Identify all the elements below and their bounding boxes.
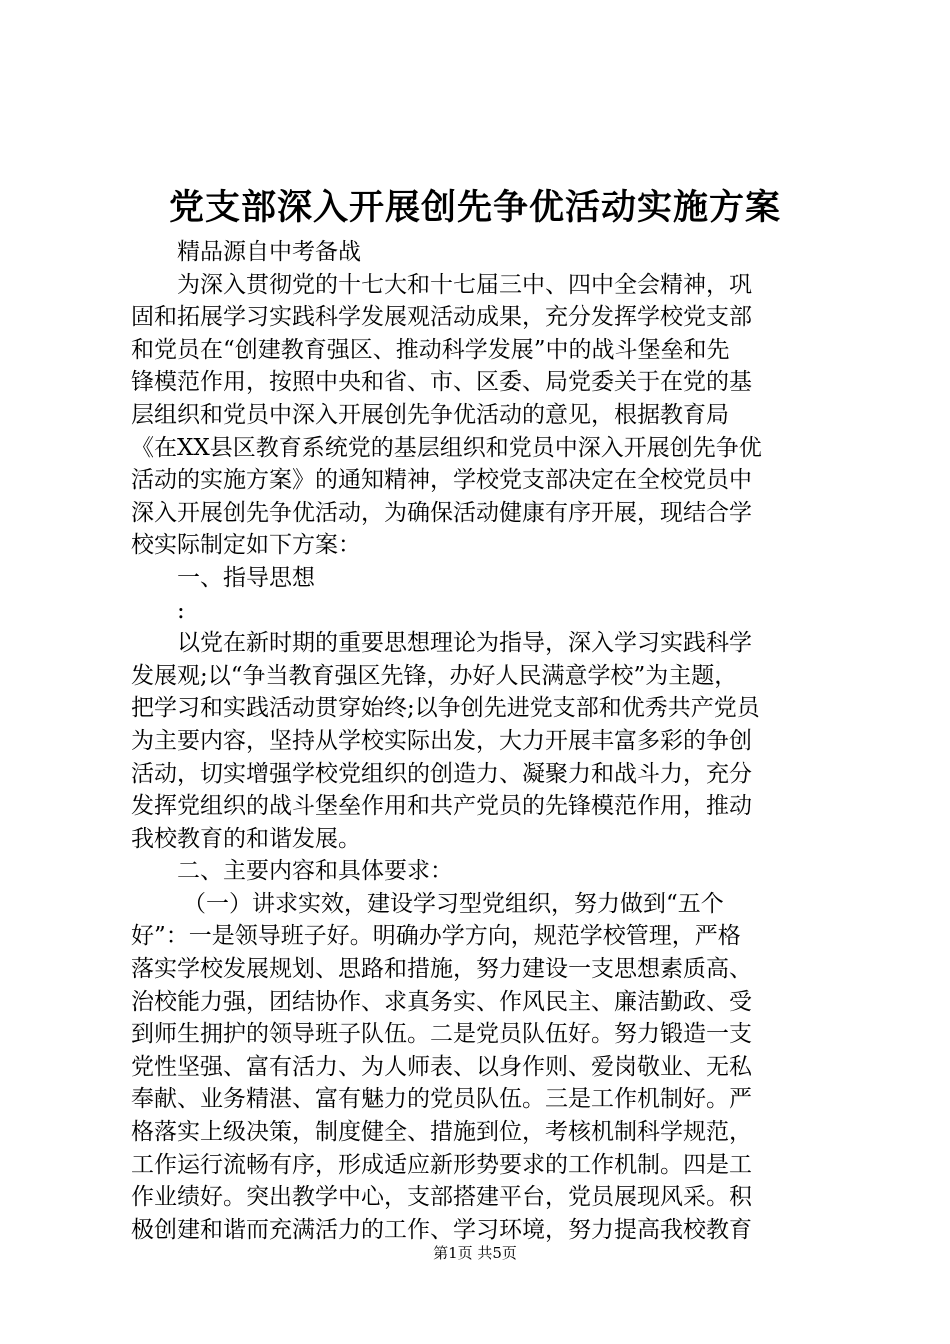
text-line: 落实学校发展规划、思路和措施，努力建设一支思想素质高、	[131, 956, 752, 983]
text-line: 一、指导思想	[177, 564, 315, 591]
text-line: 为深入贯彻党的十七大和十七届三中、四中全会精神，巩	[177, 271, 752, 298]
text-line: 活动的实施方案》的通知精神，学校党支部决定在全校党员中	[131, 467, 752, 494]
text-line: :	[177, 597, 185, 624]
text-line: （一）讲求实效，建设学习型党组织，努力做到“五个	[183, 890, 724, 917]
text-line: 奉献、业务精湛、富有魅力的党员队伍。三是工作机制好。严	[131, 1086, 752, 1113]
text-line: 精品源自中考备战	[177, 239, 361, 265]
text-line: 好”：一是领导班子好。明确办学方向，规范学校管理，严格	[131, 923, 741, 950]
text-line: 二、主要内容和具体要求：	[177, 858, 453, 885]
document-title: 党支部深入开展创先争优活动实施方案	[168, 188, 781, 228]
text-line: 作业绩好。突出教学中心，支部搭建平台，党员展现风采。积	[131, 1184, 752, 1211]
text-line: 和党员在“创建教育强区、推动科学发展”中的战斗堡垒和先	[131, 336, 730, 363]
text-line: 党性坚强、富有活力、为人师表、以身作则、爱岗敬业、无私	[131, 1053, 752, 1080]
text-line: 固和拓展学习实践科学发展观活动成果，充分发挥学校党支部	[131, 304, 752, 331]
text-line: 深入开展创先争优活动，为确保活动健康有序开展，现结合学	[131, 499, 752, 526]
text-line: 把学习和实践活动贯穿始终;以争创先进党支部和优秀共产党员	[131, 695, 760, 722]
text-line: 活动，切实增强学校党组织的创造力、凝聚力和战斗力，充分	[131, 760, 752, 787]
document-body	[131, 236, 828, 1246]
text-line: 格落实上级决策，制度健全、措施到位，考核机制科学规范，	[131, 1119, 752, 1146]
text-line: 层组织和党员中深入开展创先争优活动的意见，根据教育局	[131, 401, 729, 428]
text-line: 治校能力强，团结协作、求真务实、作风民主、廉洁勤政、受	[131, 988, 752, 1015]
text-line: 到师生拥护的领导班子队伍。二是党员队伍好。努力锻造一支	[131, 1021, 752, 1048]
text-line: 校实际制定如下方案：	[131, 532, 361, 559]
text-line: 以党在新时期的重要思想理论为指导，深入学习实践科学	[177, 630, 752, 657]
text-line: 锋模范作用，按照中央和省、市、区委、局党委关于在党的基	[131, 369, 752, 396]
text-line: 《在XX县区教育系统党的基层组织和党员中深入开展创先争优	[131, 434, 762, 461]
text-line: 发挥党组织的战斗堡垒作用和共产党员的先锋模范作用，推动	[131, 793, 752, 820]
text-line: 我校教育的和谐发展。	[131, 825, 361, 852]
text-line: 工作运行流畅有序，形成适应新形势要求的工作机制。四是工	[131, 1151, 752, 1178]
page-footer: 第1页 共5页	[433, 1244, 517, 1262]
text-line: 为主要内容，坚持从学校实际出发，大力开展丰富多彩的争创	[131, 727, 752, 754]
text-line: 发展观;以“争当教育强区先锋，办好人民满意学校”为主题，	[131, 662, 738, 689]
text-line: 极创建和谐而充满活力的工作、学习环境，努力提高我校教育	[131, 1216, 752, 1243]
